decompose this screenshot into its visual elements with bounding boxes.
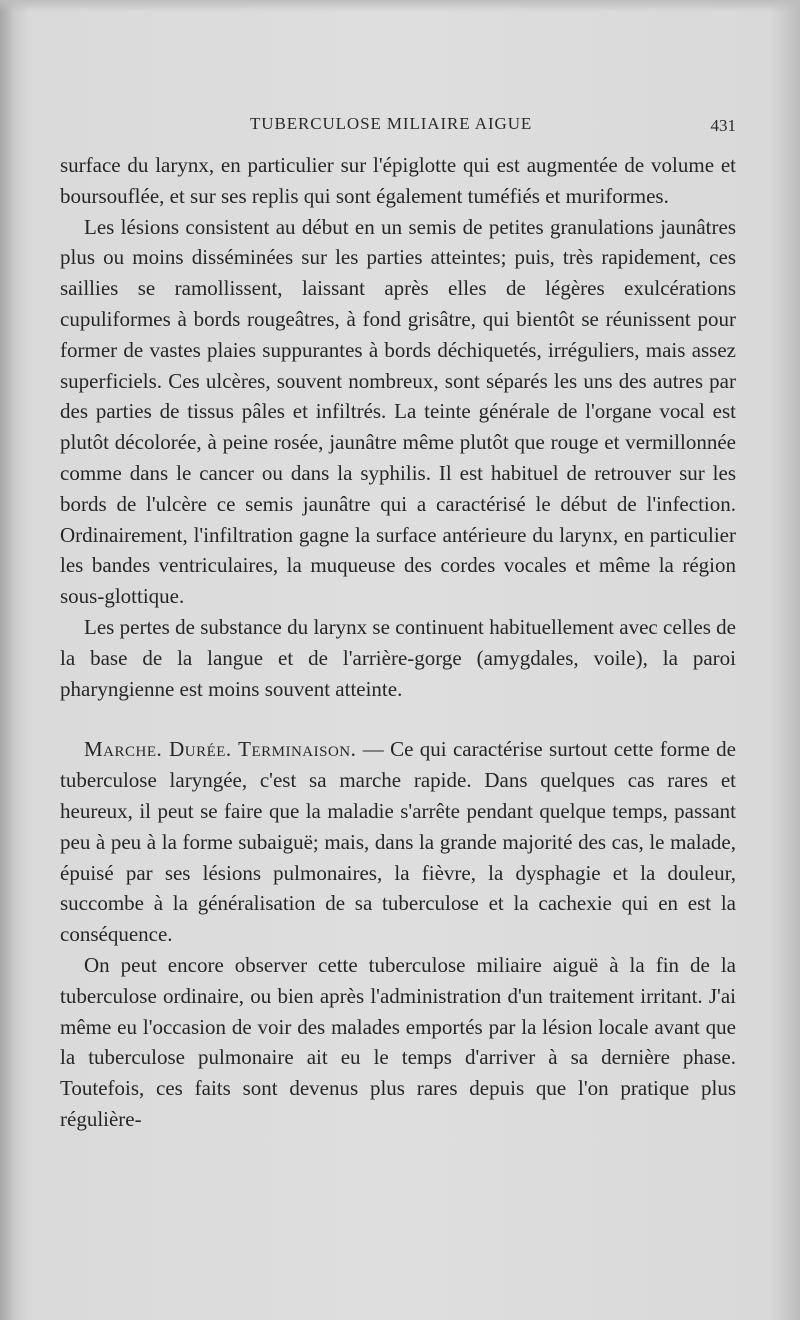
paragraph-continuation: surface du larynx, en particulier sur l'épiglotte qui est augmentée de volume et boursouflée, et sur ses replis qui sont également tuméfiés et muriformes. — [60, 153, 736, 208]
section-heading: Marche. Durée. Terminaison. — [84, 737, 357, 762]
running-head — [60, 114, 736, 140]
body-text — [60, 150, 736, 1135]
paragraph-lesions: Les lésions consistent au début en un semis de petites granulations jaunâtres plus ou moins disséminées sur les parties atteintes; puis, très rapidement, ces saillies se ramollissent, laissant après elles de légères exulcérations cupuliformes à bords rougeâtres, à fond grisâtre, qui bientôt se réunissent pour former de vastes plaies suppurantes à bords déchiquetés, irréguliers, mais assez superficiels. Ces ulcères, souvent nombreux, sont séparés les uns des autres par des parties de tissus pâles et infiltrés. La teinte générale de l'organe vocal est plutôt décolorée, à peine rosée, jaunâtre même plutôt que rouge et vermillonnée comme dans le cancer ou dans la syphilis. Il est habituel de retrouver sur les bords de l'ulcère ce semis jaunâtre qui a caractérisé le début de l'infection. Ordinairement, l'infiltration gagne la surface antérieure du larynx, en particulier les bandes ventriculaires, la muqueuse des cordes vocales et même la région sous-glottique. — [60, 214, 736, 609]
paragraph-substance-loss: Les pertes de substance du larynx se continuent habituellement avec celles de la base de la langue et de l'arrière-gorge (amygdales, voile), la paroi pharyngienne est moins souvent atteinte. — [60, 614, 736, 701]
paragraph-observation: On peut encore observer cette tuberculose miliaire aiguë à la fin de la tuberculose ordinaire, ou bien après l'administration d'un traitement irritant. J'ai même eu l'occasion de voir des malades emportés par la lésion locale avant que la tuberculose pulmonaire ait eu le temps d'arriver à sa dernière phase. Toutefois, ces faits sont devenus plus rares depuis que l'on pratique plus régulière- — [60, 952, 736, 1131]
section-text: — Ce qui caractérise surtout cette forme de tuberculose laryngée, c'est sa marche rapide. Dans quelques cas rares et heureux, il peut se faire que la maladie s'arrête pendant quelque temps, passant peu à peu à la forme subaiguë; mais, dans la grande majorité des cas, le malade, épuisé par ses lésions pulmonaires, la fièvre, la dysphagie et la douleur, succombe à la généralisation de sa tuberculose et la cachexie qui en est la conséquence. — [60, 737, 736, 947]
running-title: TUBERCULOSE MILIAIRE AIGUE — [250, 114, 533, 133]
paragraph-course — [60, 734, 736, 950]
page-number: 431 — [710, 116, 736, 135]
